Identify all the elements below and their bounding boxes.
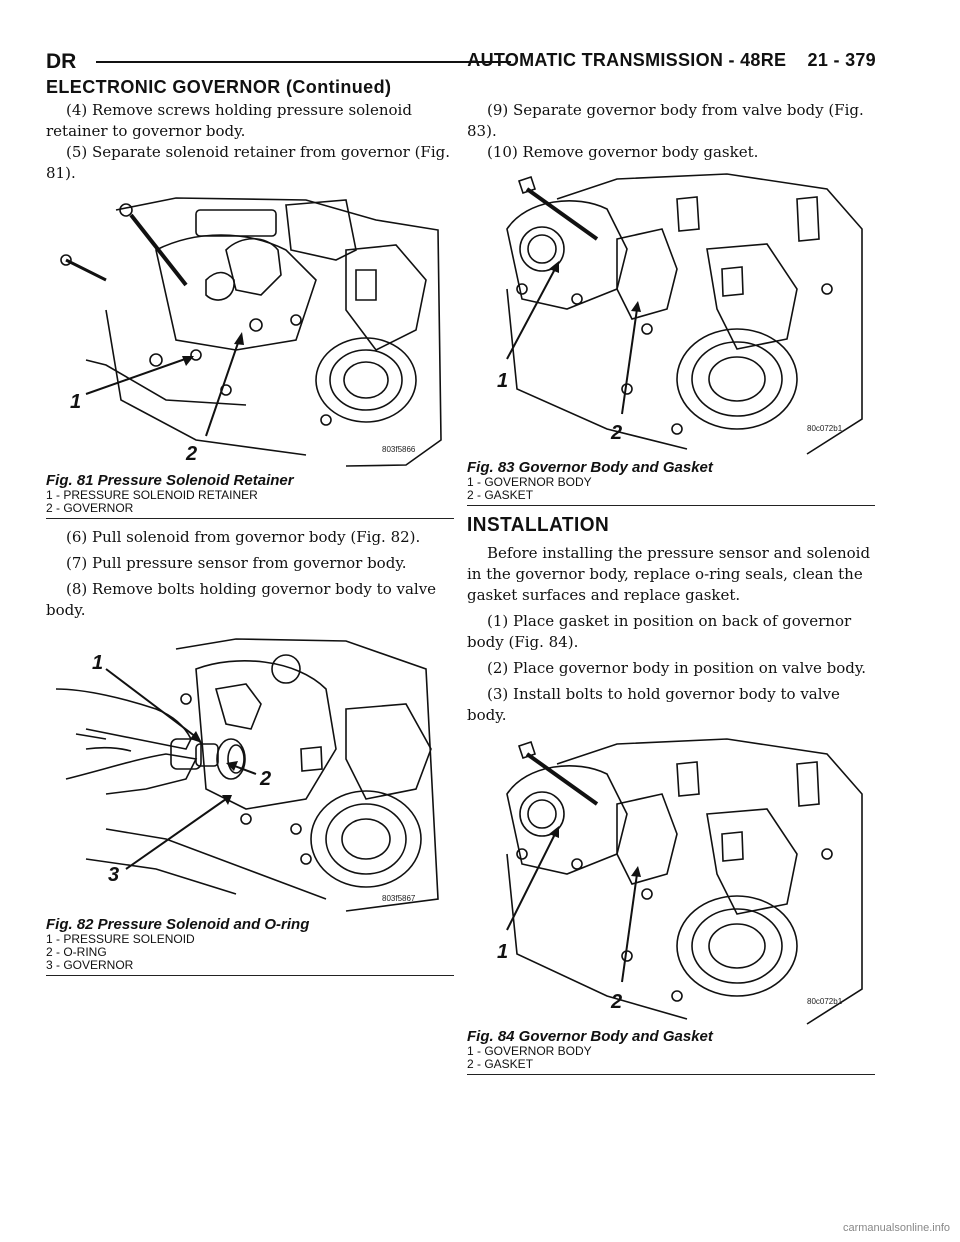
fig82-legend-2: 2 - O-RING <box>46 945 107 959</box>
fig82-illustration <box>46 629 454 914</box>
install-step-1: (1) Place gasket in position on back of governor body (Fig. 84). <box>467 612 852 651</box>
step-6: (6) Pull solenoid from governor body (Fig. 82). <box>66 528 421 546</box>
figure-83 <box>467 169 875 506</box>
figure-82 <box>46 629 454 976</box>
fig83-caption: Fig. 83 Governor Body and Gasket <box>467 459 713 476</box>
step-10: (10) Remove governor body gasket. <box>487 143 759 161</box>
fig82-legend-3: 3 - GOVERNOR <box>46 958 134 972</box>
figure-84 <box>467 734 875 1075</box>
fig81-illustration <box>46 190 454 470</box>
fig84-legend-2: 2 - GASKET <box>467 1057 534 1071</box>
step-9: (9) Separate governor body from valve body (Fig. 83). <box>467 101 864 140</box>
header-rule <box>96 61 511 63</box>
fig82-callout-2: 2 <box>260 768 272 790</box>
fig82-caption: Fig. 82 Pressure Solenoid and O-ring <box>46 916 310 933</box>
left-column <box>46 100 454 984</box>
fig83-callout-2: 2 <box>611 422 623 444</box>
page-header <box>46 50 876 74</box>
step-5: (5) Separate solenoid retainer from governor (Fig. 81). <box>46 143 451 182</box>
header-dr: DR <box>46 50 77 73</box>
install-step-2: (2) Place governor body in position on valve body. <box>487 659 867 677</box>
fig83-legend-2: 2 - GASKET <box>467 488 534 502</box>
fig84-callout-1: 1 <box>497 941 509 963</box>
fig83-legend-1: 1 - GOVERNOR BODY <box>467 475 592 489</box>
fig84-code: 80c072b1 <box>807 997 843 1006</box>
step-4: (4) Remove screws holding pressure solenoid retainer to governor body. <box>46 101 412 140</box>
step-8: (8) Remove bolts holding governor body to valve body. <box>46 580 437 619</box>
fig82-callout-1: 1 <box>92 652 104 674</box>
fig83-callout-1: 1 <box>497 370 509 392</box>
fig84-illustration <box>467 734 875 1026</box>
fig84-legend-1: 1 - GOVERNOR BODY <box>467 1044 592 1058</box>
fig81-callout-1: 1 <box>70 391 82 413</box>
section-heading-continued: ELECTRONIC GOVERNOR (Continued) <box>46 77 392 97</box>
fig82-callout-3: 3 <box>108 864 120 886</box>
fig81-code: 803f5866 <box>382 445 416 454</box>
installation-heading: INSTALLATION <box>467 514 610 536</box>
fig84-caption: Fig. 84 Governor Body and Gasket <box>467 1028 713 1045</box>
header-title: AUTOMATIC TRANSMISSION - 48RE 21 - 379 <box>467 50 876 70</box>
step-7: (7) Pull pressure sensor from governor body. <box>66 554 407 572</box>
installation-intro: Before installing the pressure sensor and solenoid in the governor body, replace o-ring seals, clean the gasket surfaces and replace gasket. <box>467 544 871 604</box>
fig84-callout-2: 2 <box>611 991 623 1013</box>
fig81-legend-2: 2 - GOVERNOR <box>46 501 134 515</box>
right-column <box>467 100 875 1083</box>
fig83-illustration <box>467 169 875 457</box>
fig81-legend-1: 1 - PRESSURE SOLENOID RETAINER <box>46 488 258 502</box>
fig81-caption: Fig. 81 Pressure Solenoid Retainer <box>46 472 294 489</box>
fig83-code: 80c072b1 <box>807 424 843 433</box>
page-number: 21 - 379 <box>807 50 876 70</box>
install-step-3: (3) Install bolts to hold governor body to valve body. <box>467 685 840 724</box>
watermark: carmanualsonline.info <box>842 1222 950 1234</box>
figure-81 <box>46 190 454 519</box>
fig82-legend-1: 1 - PRESSURE SOLENOID <box>46 932 195 946</box>
fig82-code: 803f5867 <box>382 894 416 903</box>
fig81-callout-2: 2 <box>186 443 198 465</box>
